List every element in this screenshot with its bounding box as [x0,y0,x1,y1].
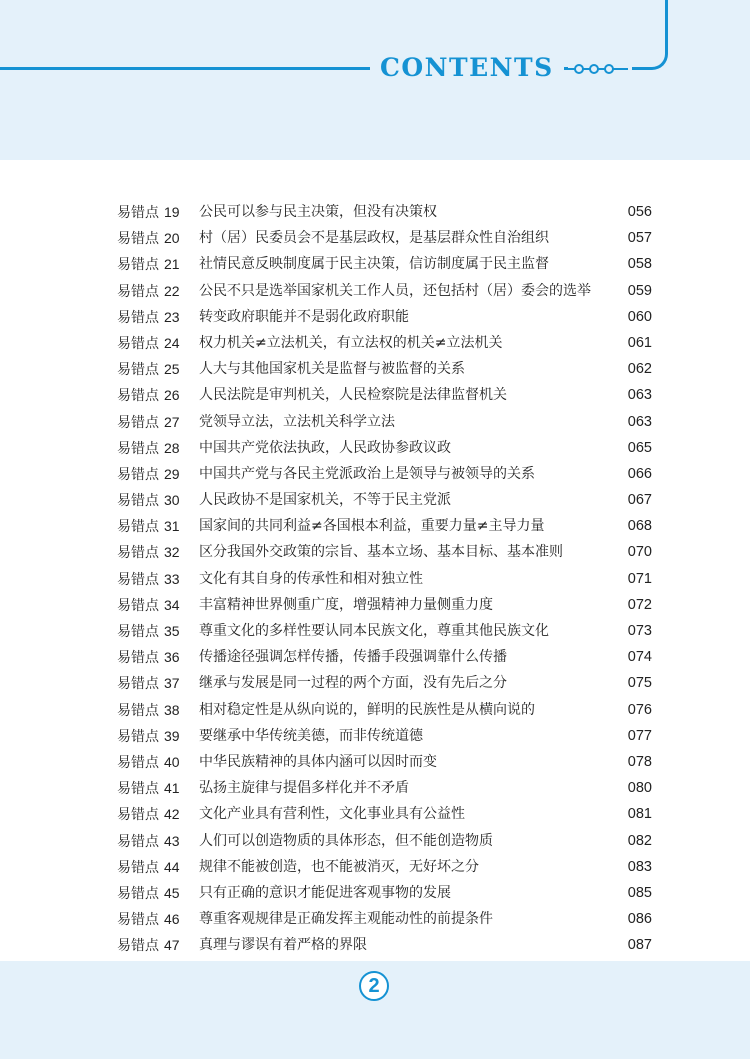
toc-entry[interactable] [0,592,750,618]
entry-label: 易错点 34 [117,596,180,614]
entry-title: 传播途径强调怎样传播，传播手段强调靠什么传播 [199,649,507,666]
entry-label: 易错点 36 [117,649,180,667]
entry-title: 中国共产党与各民主党派政治上是领导与被领导的关系 [199,465,535,482]
toc-entry[interactable] [0,775,750,801]
entry-title: 权力机关≠立法机关，有立法权的机关≠立法机关 [199,334,503,351]
entry-page-number: 083 [627,858,652,875]
entry-title: 规律不能被创造，也不能被消灭，无好坏之分 [199,858,479,875]
entry-title: 相对稳定性是从纵向说的，鲜明的民族性是从横向说的 [199,701,535,718]
entry-page-number: 085 [627,884,652,901]
entry-page-number: 087 [627,937,652,954]
header-corner-decoration [560,0,668,70]
toc-entry[interactable] [0,749,750,775]
entry-page-number: 075 [627,675,652,692]
toc-entry[interactable] [0,461,750,487]
toc-entry[interactable] [0,382,750,408]
toc-entry[interactable] [0,801,750,827]
entry-label: 易错点 31 [117,518,180,536]
entry-page-number: 061 [627,334,652,351]
toc-entry[interactable] [0,330,750,356]
entry-title: 公民可以参与民主决策，但没有决策权 [199,204,437,220]
entry-page-number: 080 [627,780,652,797]
toc-entry[interactable] [0,539,750,565]
entry-label: 易错点 37 [117,675,180,693]
entry-title: 文化产业具有营利性，文化事业具有公益性 [199,806,465,823]
toc-entry[interactable] [0,854,750,880]
entry-page-number: 076 [627,701,652,718]
chain-dots-decoration [568,62,632,76]
entry-label: 易错点 27 [117,413,180,431]
entry-page-number: 078 [627,753,652,770]
entry-title: 尊重文化的多样性要认同本民族文化，尊重其他民族文化 [199,623,549,639]
toc-entry[interactable] [0,513,750,539]
entry-page-number: 056 [627,204,652,220]
entry-label: 易错点 41 [117,780,180,798]
entry-title: 人民政协不是国家机关，不等于民主党派 [199,492,451,509]
entry-label: 易错点 26 [117,387,180,405]
entry-page-number: 073 [627,623,652,639]
entry-label: 易错点 29 [117,465,180,483]
toc-entry[interactable] [0,278,750,304]
entry-page-number: 071 [627,570,652,587]
entry-label: 易错点 20 [117,230,180,248]
entry-title: 村（居）民委员会不是基层政权，是基层群众性自治组织 [199,230,549,247]
entry-page-number: 068 [627,518,652,535]
entry-label: 易错点 42 [117,806,180,824]
entry-page-number: 063 [627,387,652,404]
toc-entry[interactable] [0,251,750,277]
entry-title: 人大与其他国家机关是监督与被监督的关系 [199,361,465,378]
entry-label: 易错点 43 [117,832,180,850]
toc-entry[interactable] [0,566,750,592]
toc-entry[interactable] [0,828,750,854]
entry-page-number: 070 [627,544,652,561]
toc-entry[interactable] [0,906,750,932]
entry-title: 中华民族精神的具体内涵可以因时而变 [199,753,437,770]
toc-entry[interactable] [0,356,750,382]
entry-page-number: 059 [627,282,652,299]
entry-title: 人们可以创造物质的具体形态，但不能创造物质 [199,832,493,849]
entry-title: 中国共产党依法执政，人民政协参政议政 [199,439,451,456]
entry-page-number: 066 [627,465,652,482]
entry-page-number: 082 [627,832,652,849]
entry-label: 易错点 25 [117,361,180,379]
entry-label: 易错点 45 [117,884,180,902]
entry-label: 易错点 35 [117,623,180,640]
entry-label: 易错点 21 [117,256,180,274]
entry-page-number: 062 [627,361,652,378]
entry-label: 易错点 23 [117,308,180,326]
entry-label: 易错点 38 [117,701,180,719]
entry-label: 易错点 28 [117,439,180,457]
entry-title: 丰富精神世界侧重广度，增强精神力量侧重力度 [199,596,493,613]
header-rule [0,67,370,70]
entry-label: 易错点 40 [117,753,180,771]
toc-entry[interactable] [0,644,750,670]
entry-page-number: 086 [627,911,652,928]
entry-page-number: 074 [627,649,652,666]
toc-entry[interactable] [0,487,750,513]
toc-entry[interactable] [0,199,750,225]
toc-entry[interactable] [0,880,750,906]
toc-entry[interactable] [0,409,750,435]
entry-page-number: 072 [627,596,652,613]
toc-entry[interactable] [0,435,750,461]
entry-title: 社情民意反映制度属于民主决策，信访制度属于民主监督 [199,256,549,273]
entry-label: 易错点 39 [117,727,180,745]
table-of-contents [0,199,750,958]
toc-entry[interactable] [0,697,750,723]
entry-title: 尊重客观规律是正确发挥主观能动性的前提条件 [199,911,493,928]
entry-label: 易错点 30 [117,492,180,510]
entry-title: 真理与谬误有着严格的界限 [199,937,367,954]
page-number-badge: 2 [359,971,389,1001]
entry-title: 人民法院是审判机关，人民检察院是法律监督机关 [199,387,507,404]
entry-label: 易错点 47 [117,937,180,955]
entry-page-number: 081 [627,806,652,823]
entry-title: 要继承中华传统美德，而非传统道德 [199,727,423,744]
entry-page-number: 067 [627,492,652,509]
entry-page-number: 077 [627,727,652,744]
entry-title: 党领导立法，立法机关科学立法 [199,413,395,430]
entry-page-number: 058 [627,256,652,273]
entry-page-number: 063 [627,413,652,430]
entry-title: 公民不只是选举国家机关工作人员，还包括村（居）委会的选举 [199,282,591,299]
entry-label: 易错点 33 [117,570,180,588]
entry-title: 弘扬主旋律与提倡多样化并不矛盾 [199,780,409,797]
toc-entry[interactable] [0,618,750,644]
entry-page-number: 065 [627,439,652,456]
entry-label: 易错点 22 [117,282,180,300]
entry-label: 易错点 24 [117,334,180,352]
entry-title: 只有正确的意识才能促进客观事物的发展 [199,884,451,901]
entry-title: 国家间的共同利益≠各国根本利益，重要力量≠主导力量 [199,518,545,535]
toc-entry[interactable] [0,304,750,330]
toc-entry[interactable] [0,723,750,749]
entry-label: 易错点 19 [117,204,180,221]
toc-entry[interactable] [0,670,750,696]
entry-title: 继承与发展是同一过程的两个方面，没有先后之分 [199,675,507,692]
toc-entry[interactable] [0,932,750,958]
entry-title: 转变政府职能并不是弱化政府职能 [199,308,409,325]
entry-title: 区分我国外交政策的宗旨、基本立场、基本目标、基本准则 [199,544,563,561]
toc-entry[interactable] [0,225,750,251]
page-title: CONTENTS [370,50,564,86]
entry-label: 易错点 32 [117,544,180,562]
entry-page-number: 057 [627,230,652,247]
entry-label: 易错点 46 [117,911,180,929]
entry-title: 文化有其自身的传承性和相对独立性 [199,570,423,587]
entry-label: 易错点 44 [117,858,180,876]
entry-page-number: 060 [627,308,652,325]
